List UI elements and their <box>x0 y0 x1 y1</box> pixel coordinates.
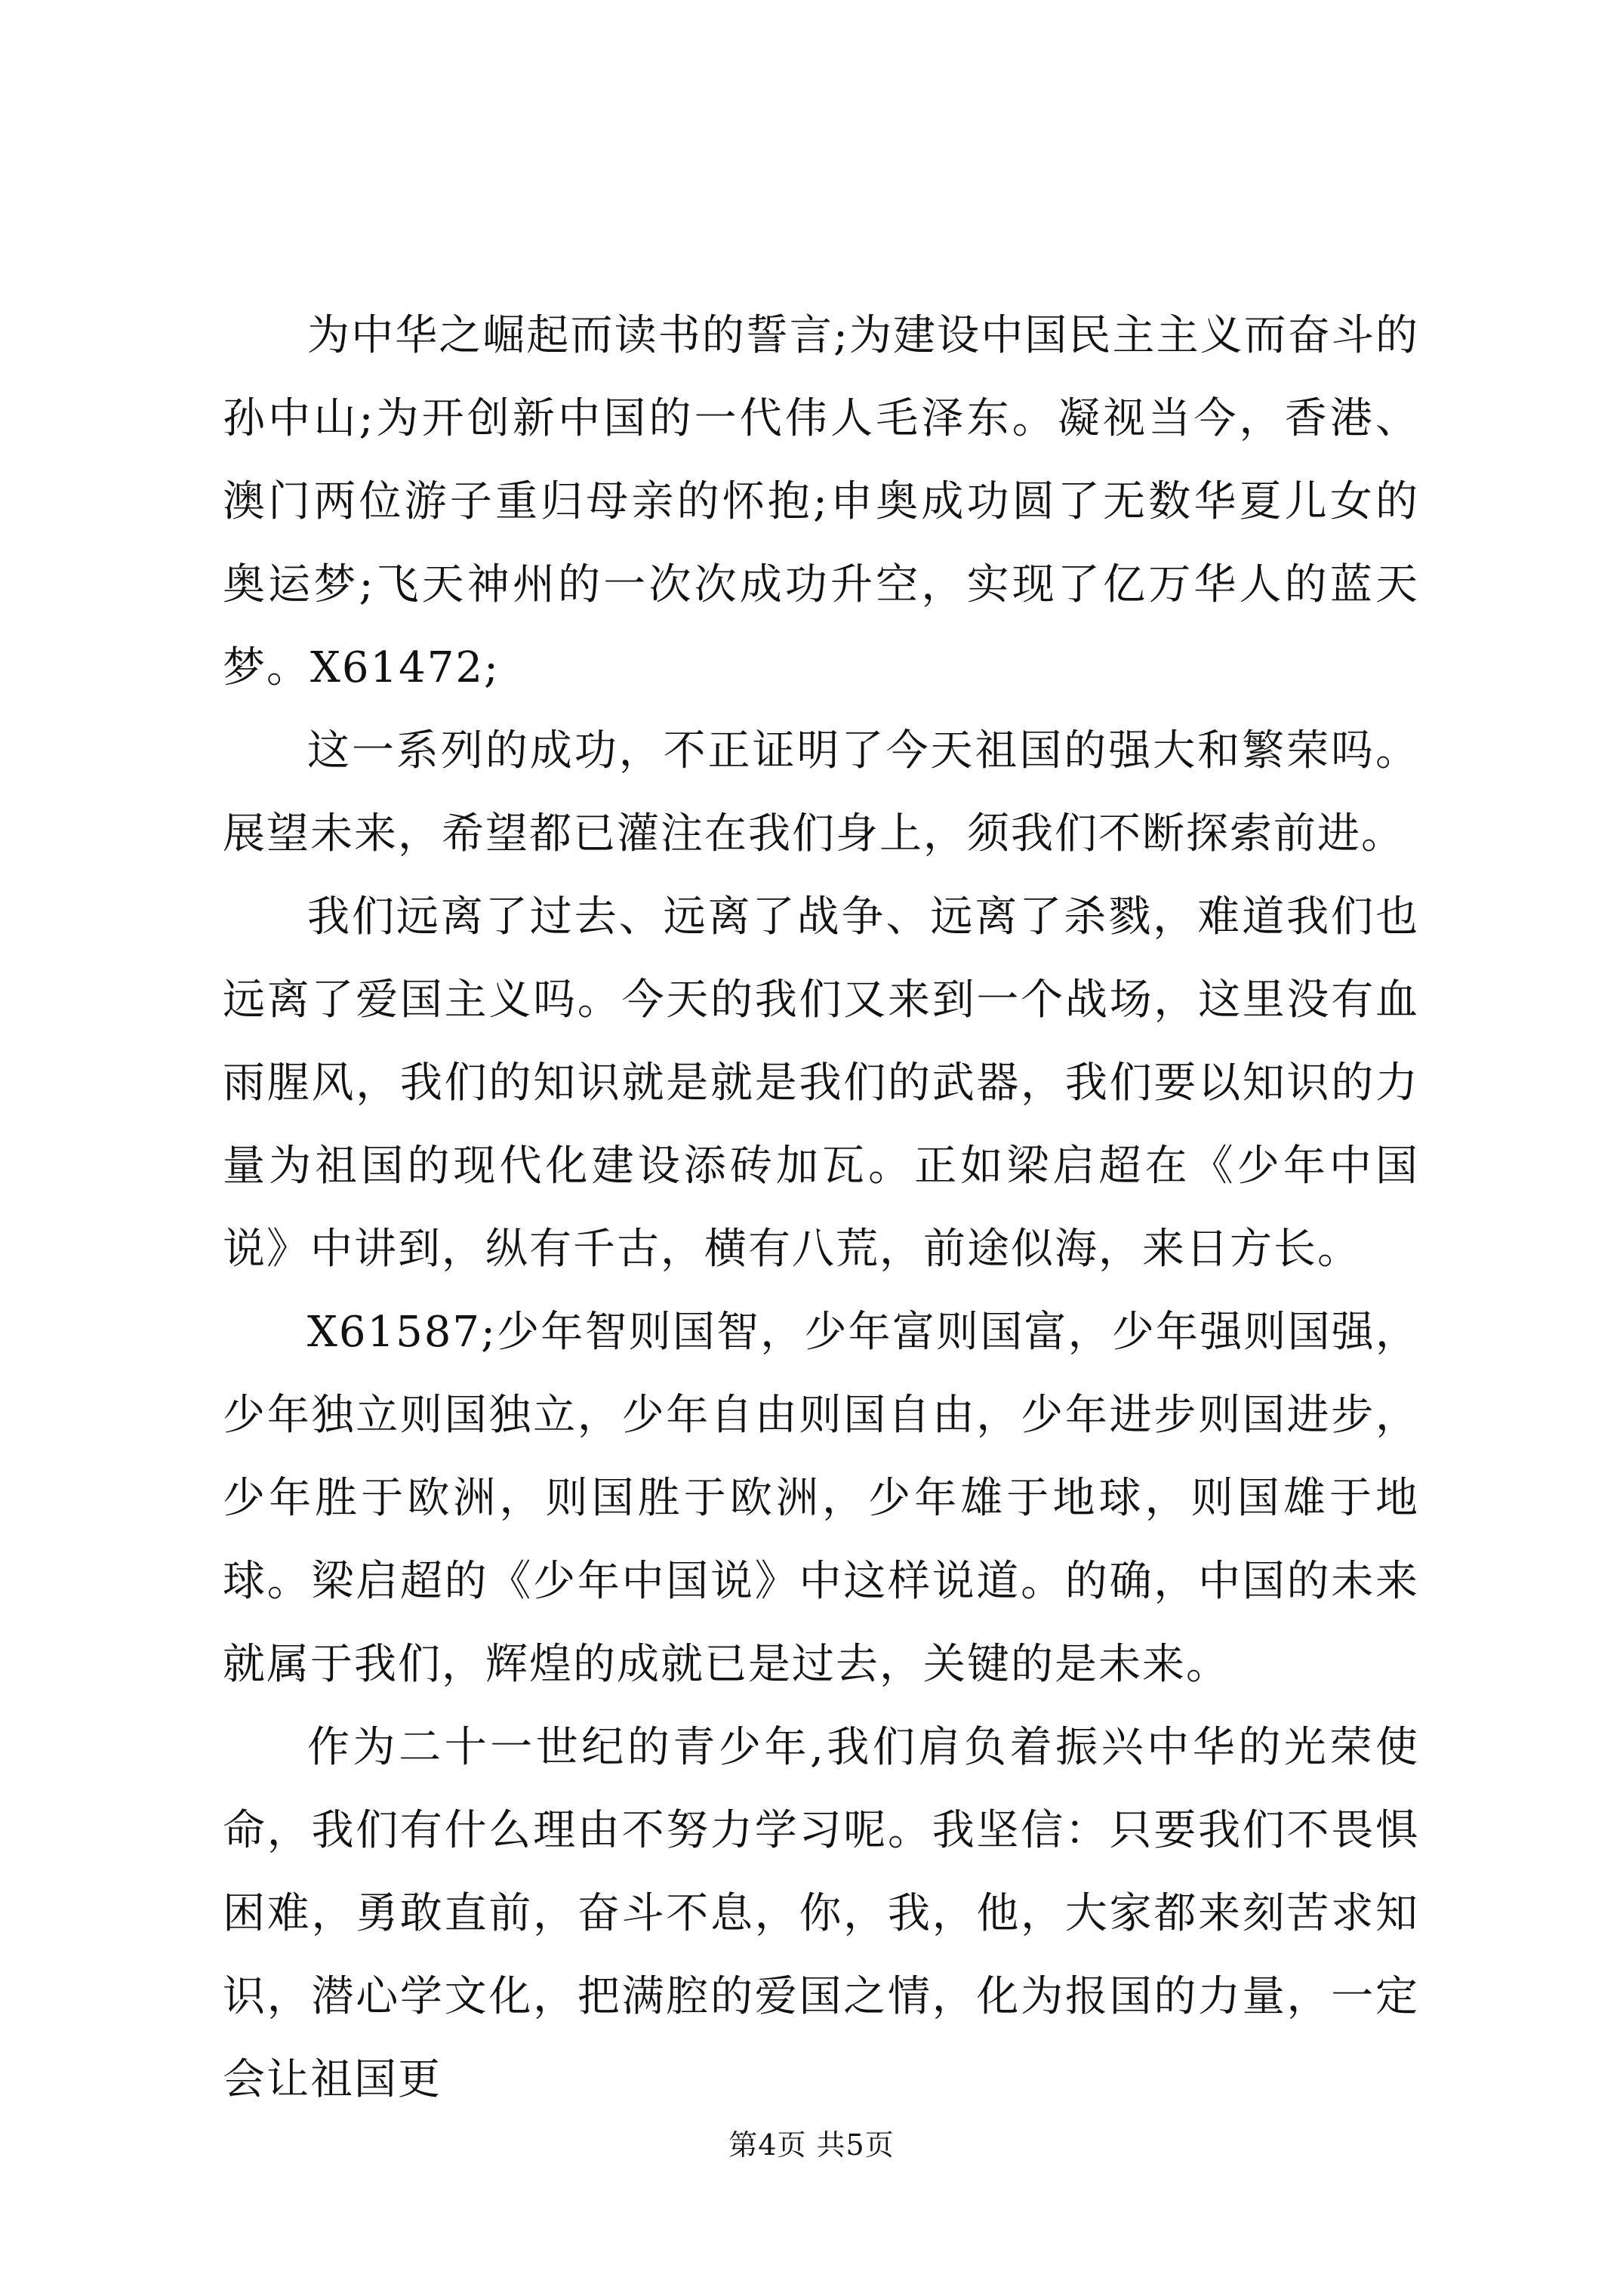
paragraph-5: 作为二十一世纪的青少年,我们肩负着振兴中华的光荣使命，我们有什么理由不努力学习呢。我坚信：只要我们不畏惧困难，勇敢直前，奋斗不息，你，我，他，大家都来刻苦求知识，潜心学文化，把满腔的爱国之情，化为报国的力量，一定会让祖国更 <box>223 1723 1419 2104</box>
paragraph-4: X61587;少年智则国智，少年富则国富，少年强则国强，少年独立则国独立，少年自由则国自由，少年进步则国进步，少年胜于欧洲，则国胜于欧洲，少年雄于地球，则国雄于地球。梁启超的《少年中国说》中这样说道。的确，中国的未来就属于我们，辉煌的成就已是过去，关键的是未来。 <box>223 1308 1419 1689</box>
paragraph-2: 这一系列的成功，不正证明了今天祖国的强大和繁荣吗。展望未来，希望都已灌注在我们身上，须我们不断探索前进。 <box>223 726 1419 858</box>
paragraph-1: 为中华之崛起而读书的誓言;为建设中国民主主义而奋斗的孙中山;为开创新中国的一代伟人毛泽东。凝视当今，香港、澳门两位游子重归母亲的怀抱;申奥成功圆了无数华夏儿女的奥运梦;飞天神州的一次次成功升空，实现了亿万华人的蓝天梦。X61472; <box>223 311 1419 692</box>
document-body <box>223 294 1419 2122</box>
paragraph-3: 我们远离了过去、远离了战争、远离了杀戮，难道我们也远离了爱国主义吗。今天的我们又来到一个战场，这里没有血雨腥风，我们的知识就是就是我们的武器，我们要以知识的力量为祖国的现代化建设添砖加瓦。正如梁启超在《少年中国说》中讲到，纵有千古，横有八荒，前途似海，来日方长。 <box>223 892 1419 1274</box>
page-number-footer: 第4页 共5页 <box>728 2128 895 2162</box>
